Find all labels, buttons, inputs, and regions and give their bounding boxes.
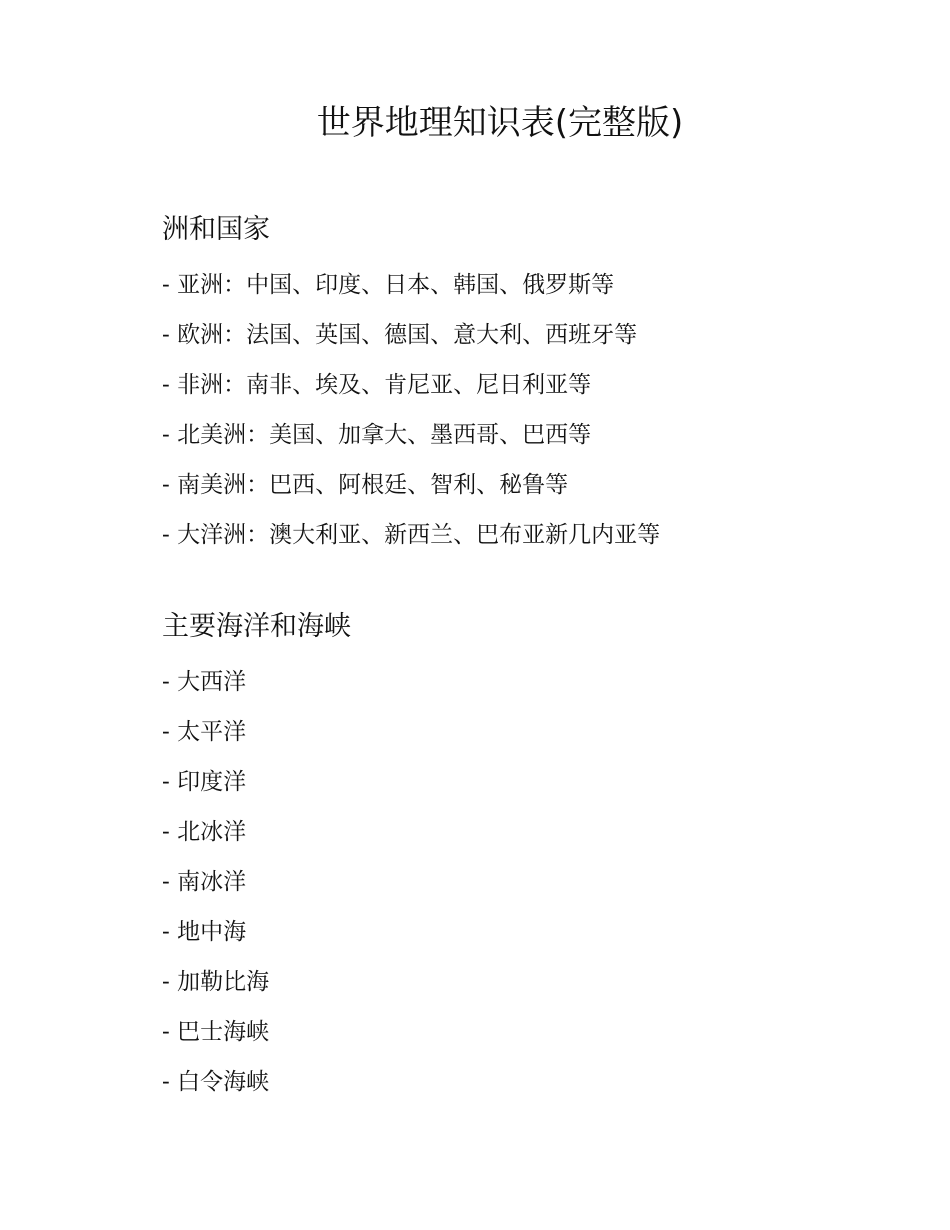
- list-item-europe: - 欧洲：法国、英国、德国、意大利、西班牙等: [162, 322, 638, 348]
- ocean-strait-list: [162, 657, 862, 1107]
- list-item-atlantic: - 大西洋: [162, 669, 247, 695]
- continent-list: [162, 260, 862, 560]
- list-item-north-america: - 北美洲：美国、加拿大、墨西哥、巴西等: [162, 422, 592, 448]
- document-title: 世界地理知识表(完整版): [316, 103, 684, 143]
- list-item-bering-strait: - 白令海峡: [162, 1069, 270, 1095]
- list-item-caribbean: - 加勒比海: [162, 969, 270, 995]
- list-item-indian: - 印度洋: [162, 769, 247, 795]
- list-item-asia: - 亚洲：中国、印度、日本、韩国、俄罗斯等: [162, 272, 615, 298]
- section-title-oceans: 主要海洋和海峡: [162, 611, 351, 642]
- list-item-pacific: - 太平洋: [162, 719, 247, 745]
- section-title-continents: 洲和国家: [162, 214, 270, 245]
- section-continents-countries: [162, 205, 862, 560]
- list-item-oceania: - 大洋洲：澳大利亚、新西兰、巴布亚新几内亚等: [162, 522, 661, 548]
- list-item-mediterranean: - 地中海: [162, 919, 247, 945]
- list-item-bashi-channel: - 巴士海峡: [162, 1019, 270, 1045]
- list-item-southern: - 南冰洋: [162, 869, 247, 895]
- list-item-south-america: - 南美洲：巴西、阿根廷、智利、秘鲁等: [162, 472, 569, 498]
- list-item-arctic: - 北冰洋: [162, 819, 247, 845]
- list-item-africa: - 非洲：南非、埃及、肯尼亚、尼日利亚等: [162, 372, 592, 398]
- section-oceans-straits: [162, 602, 862, 1107]
